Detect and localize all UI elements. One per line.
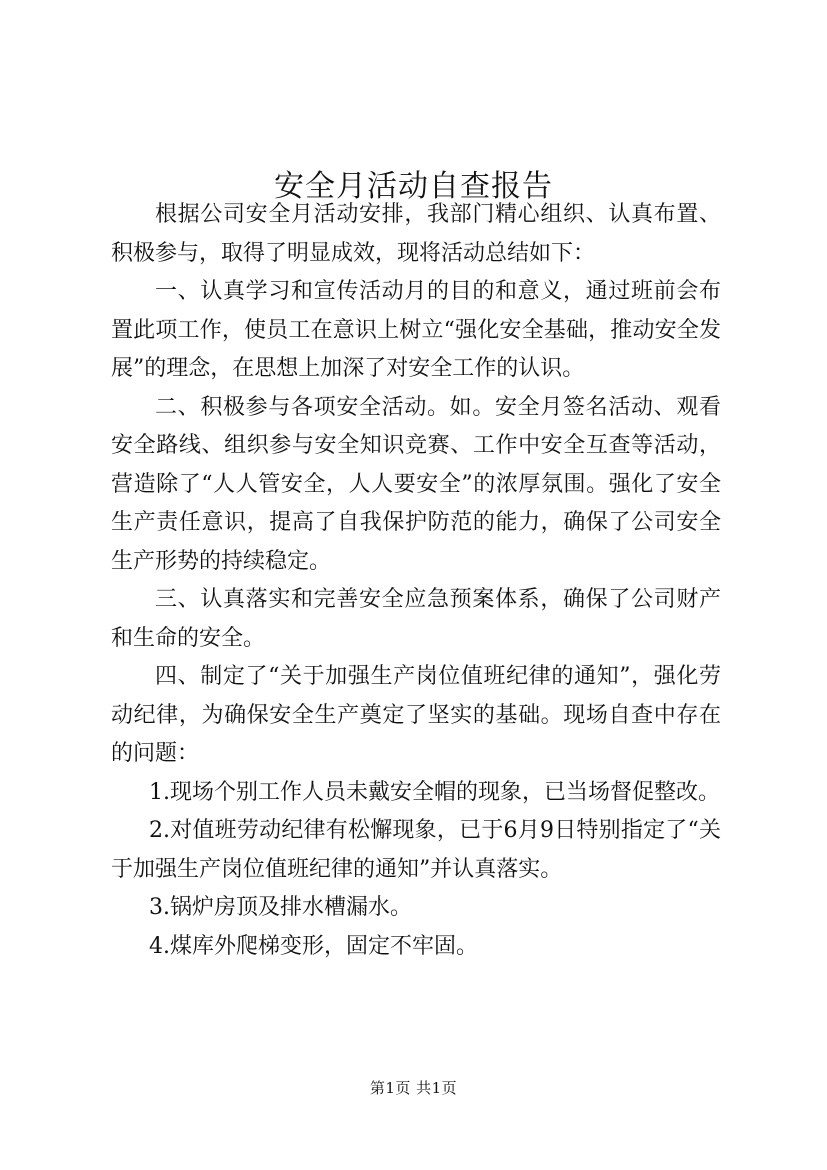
intro-paragraph: 根据公司安全月活动安排，我部门精心组织、认真布置、积极参与，取得了明显成效，现将活动总结如下：: [111, 202, 721, 266]
section-one-paragraph: 一、认真学习和宣传活动月的目的和意义，通过班前会布置此项工作，使员工在意识上树立“强化安全基础，推动安全发展”的理念，在思想上加深了对安全工作的认识。: [111, 279, 721, 381]
issue-item-1: 1.现场个别工作人员未戴安全帽的现象，已当场督促整改。: [149, 779, 720, 805]
section-two-paragraph: 二、积极参与各项安全活动。如。安全月签名活动、观看安全路线、组织参与安全知识竞赛、工作中安全互查等活动，营造除了“人人管安全，人人要安全”的浓厚氛围。强化了安全生产责任意识，提高了自我保护防范的能力，确保了公司安全生产形势的持续稳定。: [111, 394, 721, 574]
issue-item-2: 2.对值班劳动纪律有松懈现象，已于6月9日特别指定了“关于加强生产岗位值班纪律的通知”并认真落实。: [111, 818, 721, 882]
document-body: [111, 196, 721, 966]
document-title: 安全月活动自查报告: [274, 169, 553, 205]
issue-item-4: 4.煤库外爬梯变形，固定不牢固。: [149, 933, 478, 959]
section-three-paragraph: 三、认真落实和完善安全应急预案体系，确保了公司财产和生命的安全。: [111, 587, 721, 651]
issue-item-3: 3.锅炉房顶及排水槽漏水。: [149, 895, 412, 920]
page-number-footer: 第1页 共1页: [369, 1079, 458, 1097]
section-four-paragraph: 四、制定了“关于加强生产岗位值班纪律的通知”，强化劳动纪律，为确保安全生产奠定了坚实的基础。现场自查中存在的问题：: [111, 664, 721, 766]
